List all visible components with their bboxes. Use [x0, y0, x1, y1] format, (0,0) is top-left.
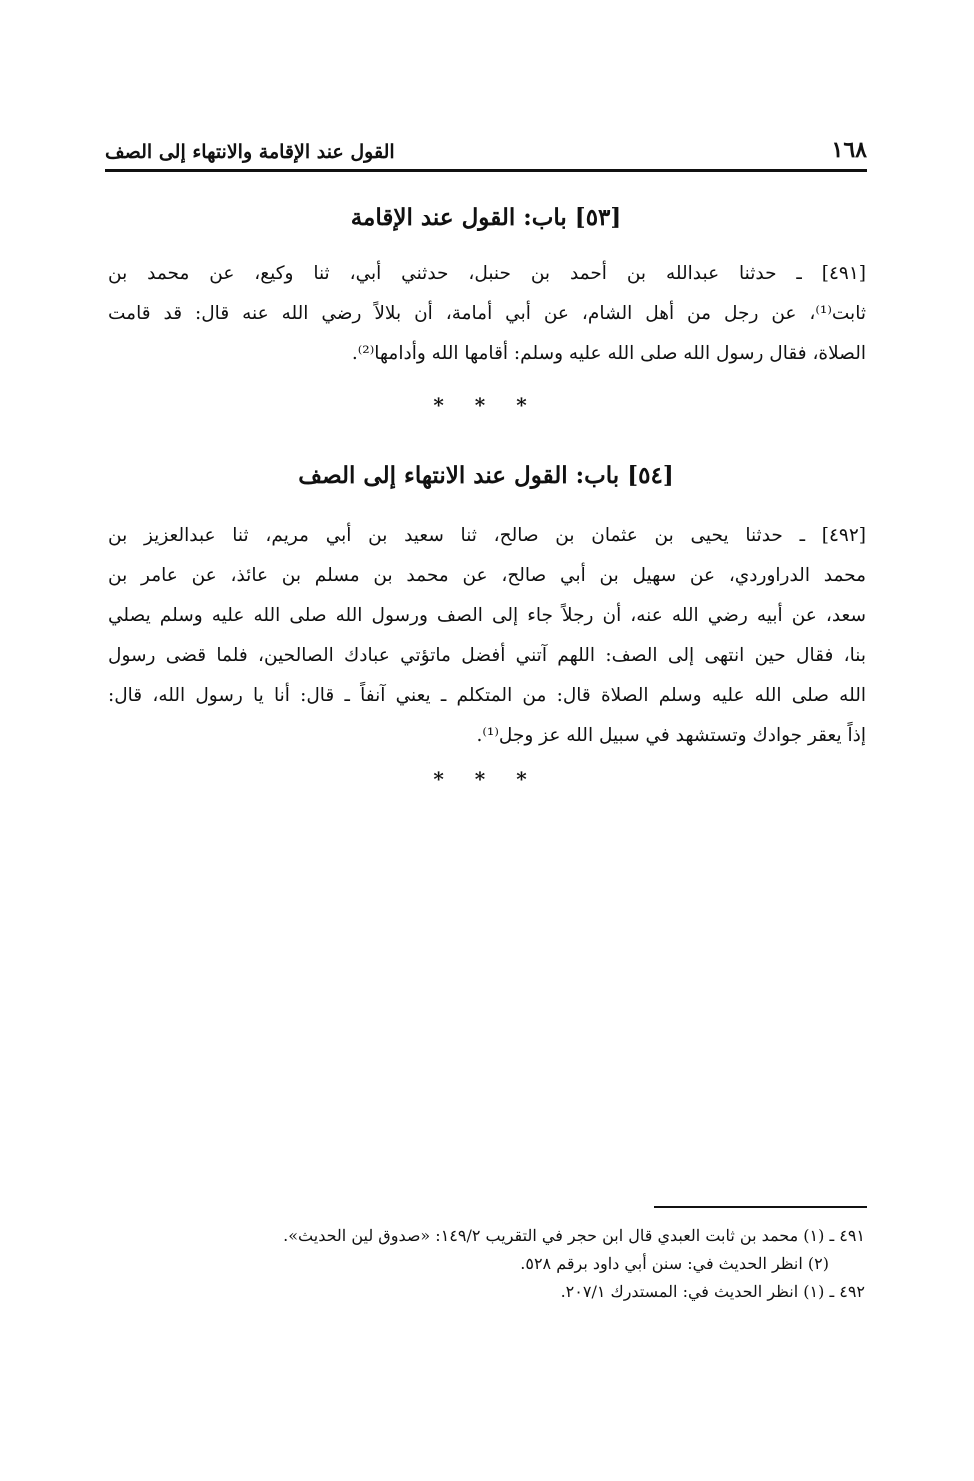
footnote: ٤٩١ ـ (١) محمد بن ثابت العبدي قال ابن حجر في التقريب ١٤٩/٢: «صدوق لين الحديث». — [283, 1226, 865, 1245]
running-header-title: القول عند الإقامة والانتهاء إلى الصف — [105, 141, 395, 163]
footnote: (٢) انظر الحديث في: سنن أبي داود برقم ٥٢٨. — [520, 1254, 829, 1273]
hadith-491-paragraph — [108, 254, 866, 374]
chapter-heading-53: [٥٣] باب: القول عند الإقامة — [350, 204, 622, 231]
text-line: ثابت⁽¹⁾، عن رجل من أهل الشام، عن أبي أمامة، أن بلالاً رضي الله عنه قال: قد قامت — [108, 303, 866, 324]
footnote: ٤٩٢ ـ (١) انظر الحديث في: المستدرك ٢٠٧/١. — [560, 1282, 865, 1301]
footnote-divider — [654, 1206, 867, 1208]
text-line: [٤٩٢] ـ حدثنا يحيى بن عثمان بن صالح، ثنا سعيد بن أبي مريم، ثنا عبدالعزيز بن — [108, 525, 866, 546]
section-separator: * * * — [433, 767, 539, 791]
text-line: محمد الدراوردي، عن سهيل بن أبي صالح، عن محمد بن مسلم بن عائذ، عن عامر بن — [108, 565, 866, 586]
text-line: الصلاة، فقال رسول الله صلى الله عليه وسلم: أقامها الله وأدامها⁽²⁾. — [351, 343, 866, 364]
text-line: سعد، عن أبيه رضي الله عنه، أن رجلاً جاء إلى الصف ورسول الله صلى الله عليه وسلم يصلي — [108, 605, 866, 626]
text-line: إذاً يعقر جوادك وتستشهد في سبيل الله عز وجل⁽¹⁾. — [476, 725, 866, 746]
text-line: [٤٩١] ـ حدثنا عبدالله بن أحمد بن حنبل، حدثني أبي، ثنا وكيع، عن محمد بن — [108, 263, 866, 284]
chapter-heading-54: [٥٤] باب: القول عند الانتهاء إلى الصف — [298, 462, 674, 489]
section-separator: * * * — [433, 393, 539, 417]
running-header — [105, 128, 867, 172]
footnotes — [105, 1222, 865, 1306]
page-number: ١٦٨ — [831, 137, 867, 163]
hadith-492-paragraph — [108, 516, 866, 756]
text-line: الله صلى الله عليه وسلم الصلاة قال: من المتكلم ـ يعني آنفاً ـ قال: أنا يا رسول الله، قال: — [108, 685, 866, 706]
text-line: بنا، فقال حين انتهى إلى الصف: اللهم آتني أفضل ماتؤتي عبادك الصالحين، فلما قضى رسول — [108, 645, 866, 666]
